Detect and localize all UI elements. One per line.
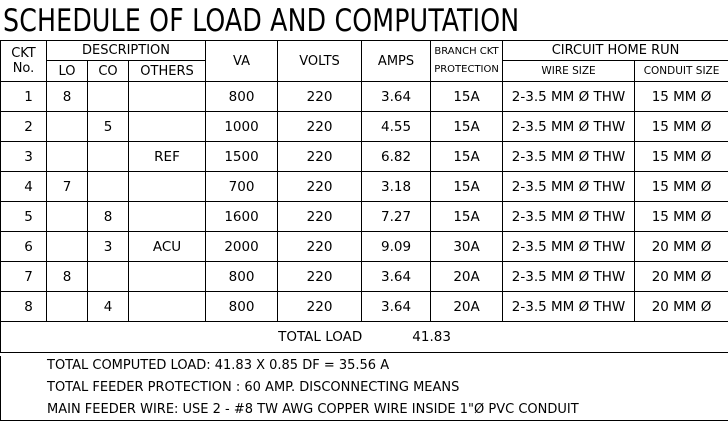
- conduit-size-cell: 20 MM Ø: [635, 292, 728, 322]
- co-cell: [88, 82, 129, 112]
- volts-cell: 220: [278, 142, 362, 172]
- va-cell: 1500: [206, 142, 278, 172]
- lo-cell: 8: [47, 82, 88, 112]
- ckt-no-cell: 6: [1, 232, 47, 262]
- others-cell: [129, 112, 206, 142]
- table-row: [1, 112, 728, 142]
- protection-cell: 15A: [431, 202, 503, 232]
- va-cell: 700: [206, 172, 278, 202]
- table-row: [1, 292, 728, 322]
- co-cell: [88, 142, 129, 172]
- others-cell: [129, 292, 206, 322]
- lo-cell: [47, 292, 88, 322]
- lo-cell: [47, 112, 88, 142]
- main-feeder-wire-note: MAIN FEEDER WIRE: USE 2 - #8 TW AWG COPPER WIRE INSIDE 1"Ø PVC CONDUIT: [47, 402, 579, 417]
- co-cell: 8: [88, 202, 129, 232]
- others-cell: ACU: [129, 232, 206, 262]
- va-cell: 800: [206, 82, 278, 112]
- co-cell: 4: [88, 292, 129, 322]
- header-row-1: [1, 41, 728, 61]
- table-row: [1, 202, 728, 232]
- protection-cell: 15A: [431, 142, 503, 172]
- circuit-home-run-header: CIRCUIT HOME RUN: [503, 41, 728, 61]
- protection-cell: 15A: [431, 112, 503, 142]
- ckt-no-cell: 2: [1, 112, 47, 142]
- total-load-label: TOTAL LOAD: [278, 329, 363, 345]
- co-cell: [88, 172, 129, 202]
- others-cell: [129, 202, 206, 232]
- wire-size-cell: 2-3.5 MM Ø THW: [503, 202, 635, 232]
- amps-cell: 9.09: [362, 232, 431, 262]
- volts-cell: 220: [278, 202, 362, 232]
- volts-cell: 220: [278, 172, 362, 202]
- protection-cell: 30A: [431, 232, 503, 262]
- computed-load-note: TOTAL COMPUTED LOAD: 41.83 X 0.85 DF = 35.56 A: [47, 358, 390, 373]
- total-load-row: [1, 322, 728, 353]
- va-cell: 800: [206, 292, 278, 322]
- protection-label: PROTECTION: [434, 64, 499, 75]
- amps-cell: 3.64: [362, 262, 431, 292]
- volts-cell: 220: [278, 82, 362, 112]
- ckt-no-cell: 3: [1, 142, 47, 172]
- co-cell: [88, 262, 129, 292]
- table-row: [1, 82, 728, 112]
- lo-cell: [47, 232, 88, 262]
- table-row: [1, 172, 728, 202]
- conduit-size-cell: 15 MM Ø: [635, 82, 728, 112]
- protection-cell: 15A: [431, 172, 503, 202]
- ckt-header: [1, 41, 47, 82]
- volts-header: VOLTS: [278, 41, 362, 82]
- ckt-no-cell: 7: [1, 262, 47, 292]
- va-cell: 1600: [206, 202, 278, 232]
- wire-size-cell: 2-3.5 MM Ø THW: [503, 82, 635, 112]
- total-load-value: 41.83: [412, 329, 451, 345]
- co-header: CO: [88, 61, 129, 82]
- branch-ckt-label: BRANCH CKT: [434, 46, 499, 57]
- lo-cell: [47, 142, 88, 172]
- lo-header: LO: [47, 61, 88, 82]
- others-cell: REF: [129, 142, 206, 172]
- conduit-size-cell: 15 MM Ø: [635, 202, 728, 232]
- description-header: DESCRIPTION: [47, 41, 206, 61]
- table-row: [1, 262, 728, 292]
- protection-cell: 20A: [431, 292, 503, 322]
- lo-cell: 7: [47, 172, 88, 202]
- others-header: OTHERS: [129, 61, 206, 82]
- ckt-no-cell: 1: [1, 82, 47, 112]
- others-cell: [129, 262, 206, 292]
- load-schedule-table: [0, 40, 728, 353]
- others-cell: [129, 82, 206, 112]
- va-cell: 1000: [206, 112, 278, 142]
- wire-size-cell: 2-3.5 MM Ø THW: [503, 262, 635, 292]
- wire-size-cell: 2-3.5 MM Ø THW: [503, 292, 635, 322]
- amps-cell: 6.82: [362, 142, 431, 172]
- va-cell: 2000: [206, 232, 278, 262]
- table-row: [1, 232, 728, 262]
- conduit-size-cell: 15 MM Ø: [635, 172, 728, 202]
- computation-notes: [0, 356, 728, 421]
- lo-cell: [47, 202, 88, 232]
- amps-cell: 3.64: [362, 292, 431, 322]
- schedule-title: SCHEDULE OF LOAD AND COMPUTATION: [3, 3, 520, 39]
- protection-cell: 15A: [431, 82, 503, 112]
- conduit-size-cell: 20 MM Ø: [635, 232, 728, 262]
- va-cell: 800: [206, 262, 278, 292]
- amps-cell: 7.27: [362, 202, 431, 232]
- total-load-cell: [1, 322, 728, 353]
- wire-size-cell: 2-3.5 MM Ø THW: [503, 112, 635, 142]
- wire-size-cell: 2-3.5 MM Ø THW: [503, 232, 635, 262]
- ckt-no-cell: 5: [1, 202, 47, 232]
- co-cell: 5: [88, 112, 129, 142]
- ckt-no-cell: 4: [1, 172, 47, 202]
- wire-size-cell: 2-3.5 MM Ø THW: [503, 142, 635, 172]
- wire-size-cell: 2-3.5 MM Ø THW: [503, 172, 635, 202]
- amps-header: AMPS: [362, 41, 431, 82]
- protection-cell: 20A: [431, 262, 503, 292]
- amps-cell: 4.55: [362, 112, 431, 142]
- volts-cell: 220: [278, 292, 362, 322]
- others-cell: [129, 172, 206, 202]
- lo-cell: 8: [47, 262, 88, 292]
- volts-cell: 220: [278, 232, 362, 262]
- wire-size-header: WIRE SIZE: [503, 61, 635, 82]
- co-cell: 3: [88, 232, 129, 262]
- ckt-no-header-label: No.: [12, 61, 35, 76]
- va-header: VA: [206, 41, 278, 82]
- branch-ckt-protection-header: [431, 41, 503, 82]
- amps-cell: 3.64: [362, 82, 431, 112]
- conduit-size-cell: 20 MM Ø: [635, 262, 728, 292]
- feeder-protection-note: TOTAL FEEDER PROTECTION : 60 AMP. DISCONNECTING MEANS: [47, 380, 460, 395]
- table-row: [1, 142, 728, 172]
- conduit-size-cell: 15 MM Ø: [635, 112, 728, 142]
- conduit-size-cell: 15 MM Ø: [635, 142, 728, 172]
- amps-cell: 3.18: [362, 172, 431, 202]
- volts-cell: 220: [278, 262, 362, 292]
- ckt-no-cell: 8: [1, 292, 47, 322]
- volts-cell: 220: [278, 112, 362, 142]
- ckt-header-label: CKT: [11, 46, 36, 61]
- conduit-size-header: CONDUIT SIZE: [635, 61, 728, 82]
